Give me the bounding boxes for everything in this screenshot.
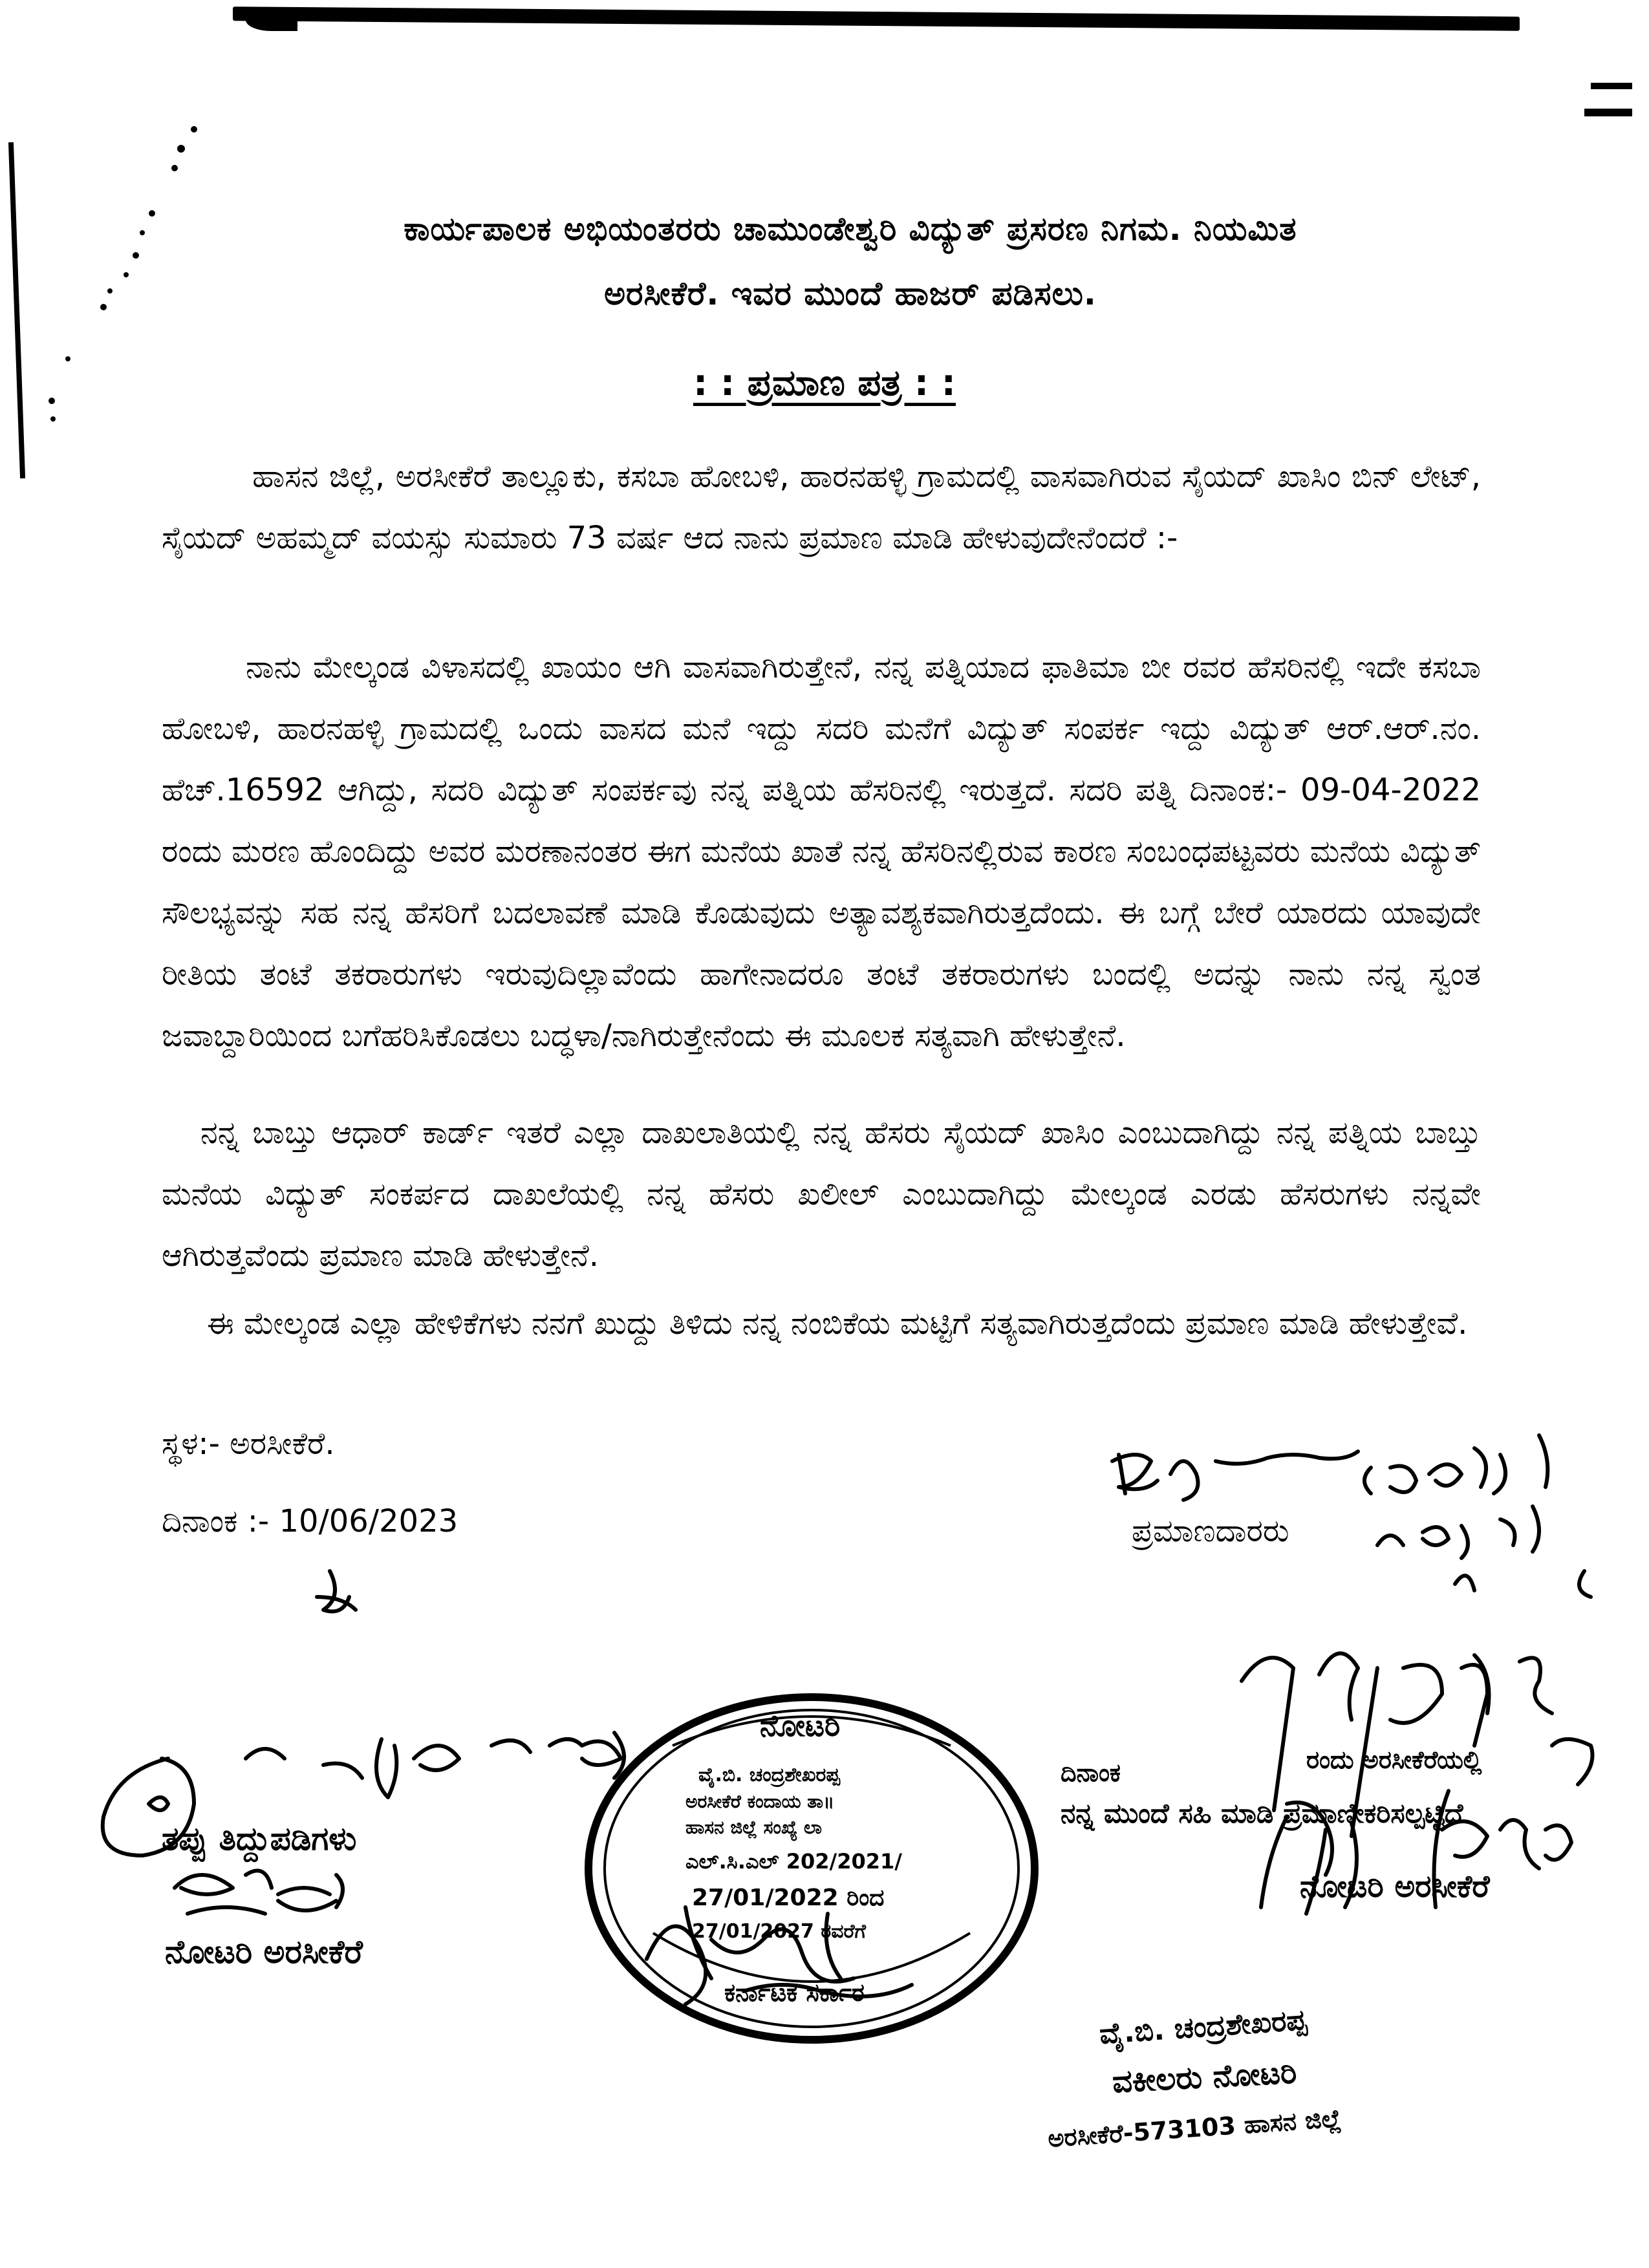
notary-date-label: ದಿನಾಂಕ bbox=[1061, 1759, 1121, 1787]
seal-line-5: 27/01/2022 ರಿಂದ bbox=[692, 1885, 885, 1911]
notary-attestation: ನನ್ನ ಮುಂದೆ ಸಹಿ ಮಾಡಿ ಪ್ರಮಾಣೀಕರಿಸಲ್ಪಟ್ಟಿದೆ bbox=[1061, 1797, 1463, 1829]
date-line: ದಿನಾಂಕ :- 10/06/2023 bbox=[162, 1503, 458, 1539]
deponent-signature bbox=[1112, 1435, 1547, 1500]
seal-bottom-text: ಕರ್ನಾಟಕ ಸರ್ಕಾರ bbox=[724, 1978, 865, 2007]
addressee-line-2: ಅರಸೀಕೆರೆ. ಇವರ ಮುಂದೆ ಹಾಜರ್ ಪಡಿಸಲು. bbox=[604, 275, 1097, 312]
deponent-label: ಪ್ರಮಾಣದಾರರು bbox=[1132, 1513, 1289, 1549]
seal-line-1: ವೈ.ಬಿ. ಚಂದ್ರಶೇಖರಪ್ಪ bbox=[698, 1764, 840, 1786]
seal-line-6: 27/01/2027 ರವರೆಗೆ bbox=[692, 1920, 866, 1943]
paragraph-4: ಈ ಮೇಲ್ಕಂಡ ಎಲ್ಲಾ ಹೇಳಿಕೆಗಳು ನನಗೆ ಖುದ್ದು ತಿಳಿದು ನನ್ನ ನಂಬಿಕೆಯ ಮಟ್ಟಿಗೆ ಸತ್ಯವಾಗಿರುತ್ತದೆಂದು ಪ್ರಮಾಣ ಮಾಡಿ ಹೇಳುತ್ತೇವೆ. bbox=[207, 1305, 1468, 1342]
seal-line-2: ಅರಸೀಕೆರೆ ಕಂದಾಯ ತಾ॥ bbox=[685, 1791, 835, 1812]
addressee-line-1: ಕಾರ್ಯಪಾಲಕ ಅಭಿಯಂತರರು ಚಾಮುಂಡೇಶ್ವರಿ ವಿದ್ಯುತ್ ಪ್ರಸರಣ ನಿಗಮ. ನಿಯಮಿತ bbox=[404, 210, 1297, 248]
seal-title: ನೋಟರಿ bbox=[760, 1708, 841, 1743]
notary-arasikere-left: ನೋಟರಿ ಅರಸೀಕೆರೆ bbox=[165, 1933, 363, 1971]
corrections-label: ತಪ್ಪು ತಿದ್ದುಪಡಿಗಳು bbox=[162, 1820, 357, 1857]
notary-title: ವಕೀಲರು ನೋಟರಿ bbox=[1111, 2054, 1298, 2101]
notary-date-suffix: ರಂದು ಅರಸೀಕೆರೆಯಲ್ಲಿ bbox=[1306, 1746, 1482, 1774]
document-title: : : ಪ್ರಮಾಣ ಪತ್ರ : : bbox=[693, 362, 956, 404]
seal-line-3: ಹಾಸನ ಜಿಲ್ಲೆ ಸಂಖ್ಯೆ ಲಾ bbox=[685, 1817, 823, 1838]
paragraph-3: ನನ್ನ ಬಾಬ್ತು ಆಧಾರ್ ಕಾರ್ಡ್ ಇತರೆ ಎಲ್ಲಾ ದಾಖಲಾತಿಯಲ್ಲಿ ನನ್ನ ಹೆಸರು ಸೈಯದ್ ಖಾಸಿಂ ಎಂಬುದಾಗಿದ್ದು ನನ್ನ ಪತ್ನಿಯ ಬಾಬ್ತು ಮನೆಯ ವಿದ್ಯುತ್ ಸಂಕರ್ಪದ ದಾಖಲೆಯಲ್ಲಿ ನನ್ನ ಹೆಸರು ಖಲೀಲ್ ಎಂಬುದಾಗಿದ್ದು ಮೇಲ್ಕಂಡ ಎರಡು ಹೆಸರುಗಳು ನನ್ನವೇ ಆಗಿರುತ್ತವೆಂದು ಪ್ರಮಾಣ ಮಾಡಿ ಹೇಳುತ್ತೇನೆ. bbox=[162, 1115, 1481, 1274]
place-line: ಸ್ಥಳ:- ಅರಸೀಕೆರೆ. bbox=[162, 1426, 335, 1462]
notary-arasikere-right: ನೋಟರಿ ಅರಸೀಕೆರೆ bbox=[1300, 1868, 1490, 1905]
notary-address: ಅರಸೀಕೆರೆ-573103 ಹಾಸನ ಜಿಲ್ಲೆ bbox=[1046, 2104, 1342, 2153]
paragraph-1: ಹಾಸನ ಜಿಲ್ಲೆ, ಅರಸೀಕೆರೆ ತಾಲ್ಲೂಕು, ಕಸಬಾ ಹೋಬಳಿ, ಹಾರನಹಳ್ಳಿ ಗ್ರಾಮದಲ್ಲಿ ವಾಸವಾಗಿರುವ ಸೈಯದ್ ಖಾಸಿಂ ಬಿನ್ ಲೇಟ್, ಸೈಯದ್ ಅಹಮ್ಮದ್ ವಯಸ್ಸು ಸುಮಾರು 73 ವರ್ಷ ಆದ ನಾನು ಪ್ರಮಾಣ ಮಾಡಿ ಹೇಳುವುದೇನೆಂದರೆ :- bbox=[162, 458, 1481, 556]
notary-name: ವೈ.ಬಿ. ಚಂದ್ರಶೇಖರಪ್ಪ bbox=[1098, 2003, 1308, 2051]
seal-line-4: ಎಲ್.ಸಿ.ಎಲ್ 202/2021/ bbox=[685, 1849, 902, 1874]
paragraph-2: ನಾನು ಮೇಲ್ಕಂಡ ವಿಳಾಸದಲ್ಲಿ ಖಾಯಂ ಆಗಿ ವಾಸವಾಗಿರುತ್ತೇನೆ, ನನ್ನ ಪತ್ನಿಯಾದ ಫಾತಿಮಾ ಬೀ ರವರ ಹೆಸರಿನಲ್ಲಿ ಇದೇ ಕಸಬಾ ಹೋಬಳಿ, ಹಾರನಹಳ್ಳಿ ಗ್ರಾಮದಲ್ಲಿ ಒಂದು ವಾಸದ ಮನೆ ಇದ್ದು ಸದರಿ ಮನೆಗೆ ವಿದ್ಯುತ್ ಸಂಪರ್ಕ ಇದ್ದು ವಿದ್ಯುತ್ ಆರ್.ಆರ್.ನಂ. ಹೆಚ್.16592 ಆಗಿದ್ದು, ಸದರಿ ವಿದ್ಯುತ್ ಸಂಪರ್ಕವು ನನ್ನ ಪತ್ನಿಯ ಹೆಸರಿನಲ್ಲಿ ಇರುತ್ತದೆ. ಸದರಿ ಪತ್ನಿ ದಿನಾಂಕ:- 09-04-2022 ರಂದು ಮರಣ ಹೊಂದಿದ್ದು ಅವರ ಮರಣಾನಂತರ ಈಗ ಮನೆಯ ಖಾತೆ ನನ್ನ ಹೆಸರಿನಲ್ಲಿರುವ ಕಾರಣ ಸಂಬಂಧಪಟ್ಟವರು ಮನೆಯ ವಿದ್ಯುತ್ ಸೌಲಭ್ಯವನ್ನು ಸಹ ನನ್ನ ಹೆಸರಿಗೆ ಬದಲಾವಣೆ ಮಾಡಿ ಕೊಡುವುದು ಅತ್ಯಾವಶ್ಯಕವಾಗಿರುತ್ತದೆಂದು. ಈ ಬಗ್ಗೆ ಬೇರೆ ಯಾರದು ಯಾವುದೇ ರೀತಿಯ ತಂಟೆ ತಕರಾರುಗಳು ಇರುವುದಿಲ್ಲಾವೆಂದು ಹಾಗೇನಾದರೂ ತಂಟೆ ತಕರಾರುಗಳು ಬಂದಲ್ಲಿ ಅದನ್ನು ನಾನು ನನ್ನ ಸ್ವಂತ ಜವಾಬ್ದಾರಿಯಿಂದ ಬಗೆಹರಿಸಿಕೊಡಲು ಬದ್ಧಳಾ/ನಾಗಿರುತ್ತೇನೆಂದು ಈ ಮೂಲಕ ಸತ್ಯವಾಗಿ ಹೇಳುತ್ತೇನೆ. bbox=[162, 649, 1481, 1054]
